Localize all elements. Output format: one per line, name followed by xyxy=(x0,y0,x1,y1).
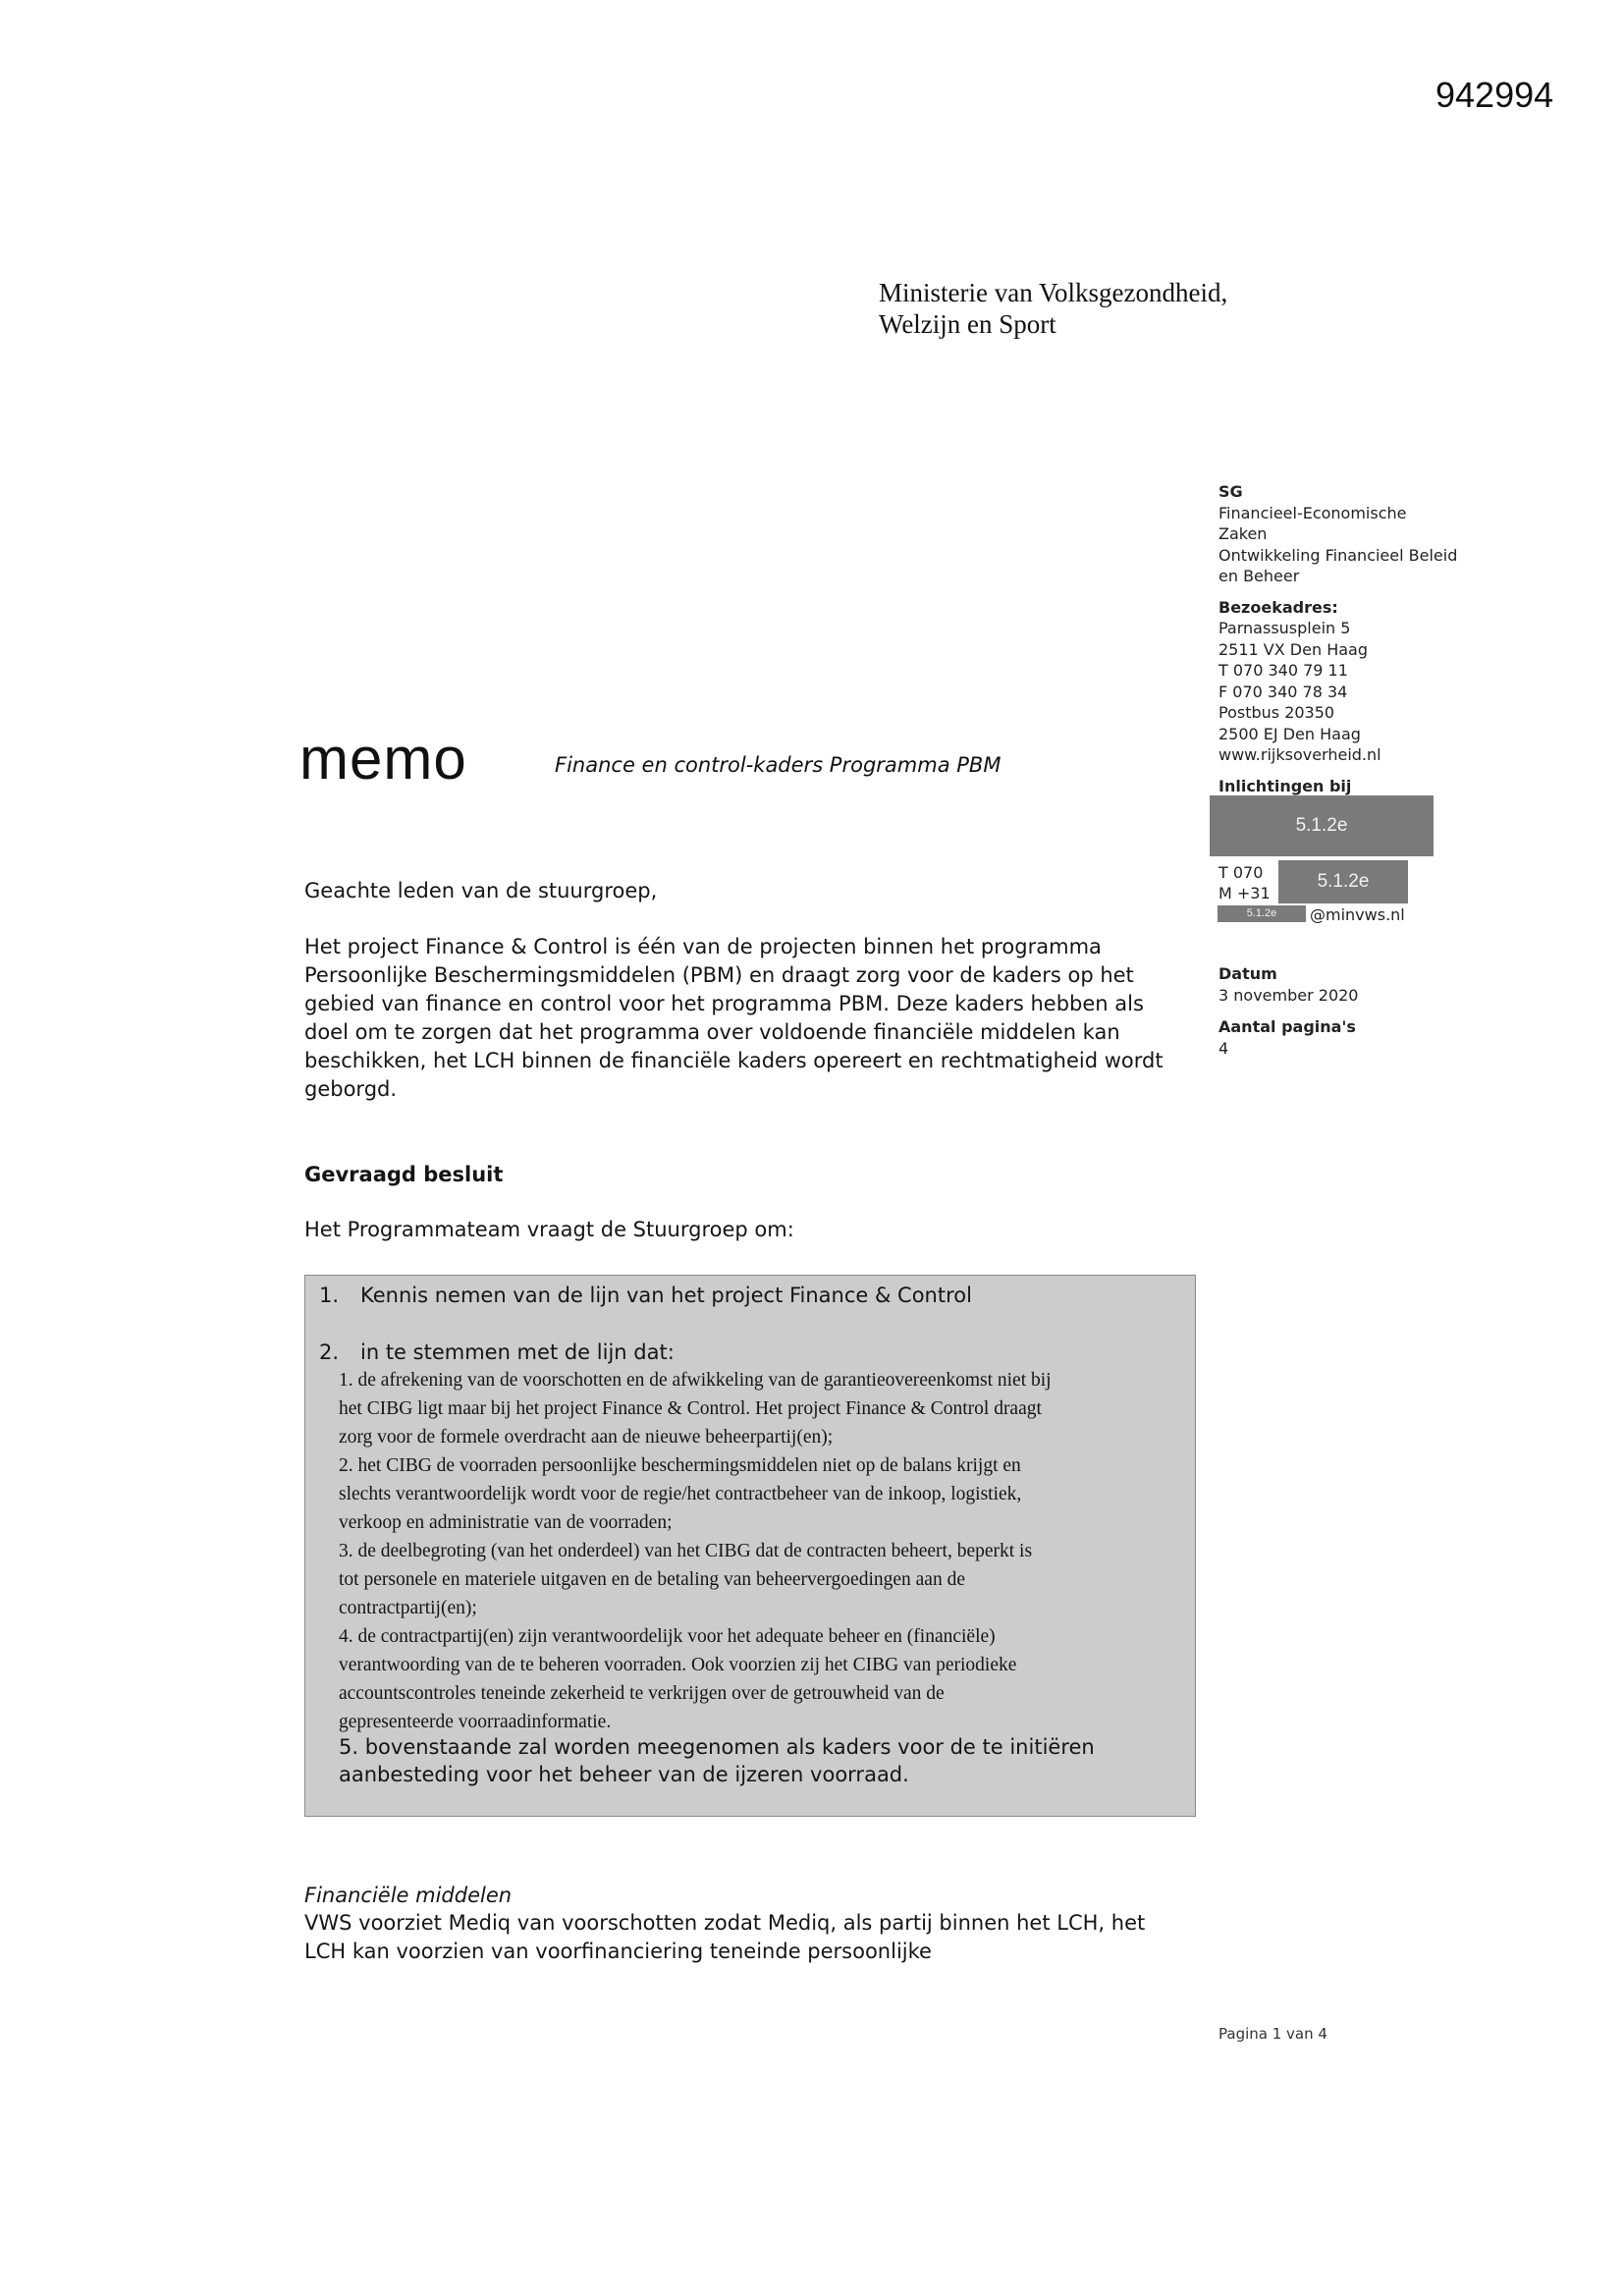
ministry-logotype xyxy=(879,277,1227,340)
redaction-block: 5.1.2e xyxy=(1218,905,1306,922)
sub-item-line: 2. het CIBG de voorraden persoonlijke beschermingsmiddelen niet op de balans krijgt en xyxy=(339,1455,1021,1476)
sub-item-line: gepresenteerde voorraadinformatie. xyxy=(339,1712,612,1732)
address-line: T 070 340 79 11 xyxy=(1218,661,1348,680)
financial-paragraph xyxy=(304,1909,1208,1966)
memo-label: memo xyxy=(299,726,467,792)
page-number: Pagina 1 van 4 xyxy=(1218,2025,1327,2043)
address-line: 2511 VX Den Haag xyxy=(1218,639,1368,659)
sub-item-line: 3. de deelbegroting (van het onderdeel) van het CIBG dat de contracten beheert, beperkt is xyxy=(339,1541,1033,1561)
pages-label: Aantal pagina's xyxy=(1218,1017,1356,1036)
address-line: F 070 340 78 34 xyxy=(1218,682,1348,701)
intro-paragraph xyxy=(304,933,1208,1104)
department-line: en Beheer xyxy=(1218,567,1300,585)
date-value: 3 november 2020 xyxy=(1218,985,1359,1005)
intro-line: gebied van finance en control voor het programma PBM. Deze kaders hebben als xyxy=(304,992,1144,1015)
sub-item-line: 4. de contractpartij(en) zijn verantwoordelijk voor het adequate beheer en (financiële) xyxy=(339,1626,996,1647)
decision-heading: Gevraagd besluit xyxy=(304,1163,504,1186)
sub-item-line: slechts verantwoordelijk wordt voor de regie/het contractbeheer van de inkoop, logistiek, xyxy=(339,1484,1022,1504)
date-label: Datum xyxy=(1218,964,1277,983)
decision-intro: Het Programmateam vraagt de Stuurgroep om: xyxy=(304,1218,794,1241)
sub-item-line: het CIBG ligt maar bij het project Finance & Control. Het project Finance & Control draagt xyxy=(339,1398,1042,1419)
intro-line: geborgd. xyxy=(304,1077,398,1101)
email-suffix: @minvws.nl xyxy=(1310,905,1405,924)
financial-line: VWS voorziet Mediq van voorschotten zodat Mediq, als partij binnen het LCH, het xyxy=(304,1911,1146,1935)
sub-item-line: accountscontroles teneinde zekerheid te verkrijgen over de getrouwheid van de xyxy=(339,1683,945,1704)
item-5-line: 5. bovenstaande zal worden meegenomen als kaders voor de te initiëren xyxy=(339,1735,1095,1759)
item-5 xyxy=(339,1733,1183,1788)
intro-line: doel om te zorgen dat het programma over voldoende financiële middelen kan xyxy=(304,1020,1120,1044)
sender-sidebar xyxy=(1218,481,1464,796)
address-line: 2500 EJ Den Haag xyxy=(1218,724,1361,743)
department-line: Zaken xyxy=(1218,524,1268,543)
sub-item-line: verkoop en administratie van de voorraden; xyxy=(339,1512,673,1533)
address-line: Postbus 20350 xyxy=(1218,703,1335,722)
department-line: Financieel-Economische xyxy=(1218,503,1407,522)
item-1-number: 1. xyxy=(319,1284,340,1307)
sub-item-line: zorg voor de formele overdracht aan de nieuwe beheerpartij(en); xyxy=(339,1427,834,1448)
sub-items xyxy=(339,1366,1183,1736)
pages-value: 4 xyxy=(1218,1038,1229,1058)
address-line: Parnassusplein 5 xyxy=(1218,619,1351,637)
redaction-block: 5.1.2e xyxy=(1278,860,1408,903)
intro-line: beschikken, het LCH binnen de financiële kaders opereert en rechtmatigheid wordt xyxy=(304,1049,1164,1072)
ministry-line-1: Ministerie van Volksgezondheid, xyxy=(879,278,1228,307)
sub-item-line: contractpartij(en); xyxy=(339,1598,477,1618)
phone-m-label: M +31 xyxy=(1218,884,1271,902)
website-link: www.rijksoverheid.nl xyxy=(1218,745,1381,764)
phone-t-label: T 070 xyxy=(1218,863,1264,882)
memo-subject: Finance en control-kaders Programma PBM xyxy=(555,753,1001,777)
sub-item-line: tot personele en materiele uitgaven en de betaling van beheervergoedingen aan de xyxy=(339,1569,965,1590)
greeting: Geachte leden van de stuurgroep, xyxy=(304,879,658,902)
intro-line: Persoonlijke Beschermingsmiddelen (PBM) en draagt zorg voor de kaders op het xyxy=(304,963,1134,987)
date-block xyxy=(1218,963,1358,1059)
address-label: Bezoekadres: xyxy=(1218,597,1338,617)
item-1-text: Kennis nemen van de lijn van het project Finance & Control xyxy=(360,1284,972,1307)
intro-line: Het project Finance & Control is één van de projecten binnen het programma xyxy=(304,935,1102,958)
item-2-number: 2. xyxy=(319,1340,340,1364)
item-5-line: aanbesteding voor het beheer van de ijzeren voorraad. xyxy=(339,1763,909,1786)
decision-box xyxy=(304,1275,1196,1817)
department-code: SG xyxy=(1218,482,1243,501)
redaction-block: 5.1.2e xyxy=(1210,795,1434,856)
contact-label: Inlichtingen bij xyxy=(1218,776,1352,795)
document-id: 942994 xyxy=(1435,75,1554,115)
financial-heading: Financiële middelen xyxy=(304,1884,513,1907)
sub-item-line: verantwoording van de te beheren voorraden. Ook voorzien zij het CIBG van periodieke xyxy=(339,1655,1017,1675)
item-2-text: in te stemmen met de lijn dat: xyxy=(360,1340,675,1364)
financial-line: LCH kan voorzien van voorfinanciering teneinde persoonlijke xyxy=(304,1940,932,1963)
sub-item-line: 1. de afrekening van de voorschotten en de afwikkeling van de garantieovereenkomst niet bij xyxy=(339,1370,1052,1391)
ministry-line-2: Welzijn en Sport xyxy=(879,309,1056,339)
department-line: Ontwikkeling Financieel Beleid xyxy=(1218,545,1458,565)
